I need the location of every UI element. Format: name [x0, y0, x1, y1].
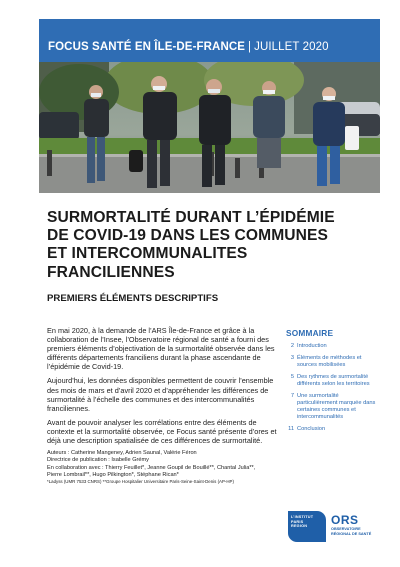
credits-footnote: *Ladyss (UMR 7533 CNRS) **Groupe Hospitalier Universitaire Paris-Seine-Saint-Denis (AP-HP) [47, 479, 234, 485]
institut-logo-line-2: PARIS [291, 519, 304, 524]
toc-item[interactable] [286, 374, 380, 388]
institut-paris-region-logo [288, 511, 326, 542]
credits-collaboration-2: Pierre Lombrail**, Hugo Pilkington*, Stéphane Rican* [47, 472, 179, 479]
main-title-line-2: DE COVID-19 DANS LES COMMUNES [47, 227, 329, 245]
main-title [47, 209, 377, 282]
credits-collaboration-1: En collaboration avec : Thierry Feuillet*, Jeanne Goupil de Bouillé**, Chantal Julia**, [47, 464, 256, 471]
intro-paragraph-1: En mai 2020, à la demande de l’ARS Île-de-France et grâce à la collaboration de l’Insee, l’Observatoire régional de santé a fourni des premiers éléments d’objectivation de la surmortalité observée dans les différents départements franciliens durant la phase ascendante de l’épidémie de Covid-19. [47, 326, 275, 372]
toc-item-page: 3 [290, 355, 294, 361]
table-of-contents [286, 328, 380, 438]
toc-item-page: 11 [288, 426, 294, 432]
series-name: FOCUS SANTÉ EN ÎLE-DE-FRANCE [48, 41, 246, 53]
toc-item-label: Des rythmes de surmortalité différents selon les territoires [297, 374, 370, 387]
ors-logo-line-1: OBSERVATOIRE [331, 527, 361, 531]
toc-item[interactable] [286, 343, 380, 350]
main-title-line-4: FRANCILIENNES [47, 263, 175, 281]
credits-director: Directrice de publication : Isabelle Grémy [47, 457, 149, 464]
toc-item-page: 5 [290, 374, 294, 380]
toc-item-label: Éléments de méthodes et sources mobilisées [297, 355, 362, 368]
intro-paragraph-3: Avant de pouvoir analyser les corrélations entre des éléments de contexte et la surmortalité observée, ce Focus santé présente d’ores et déjà une description spatialisée de ces différences de surmortalité. [47, 417, 277, 446]
header-band [39, 19, 380, 62]
header-separator: | [248, 41, 252, 53]
toc-item-label: Conclusion [297, 426, 326, 432]
credits [47, 450, 277, 485]
ors-logo-line-2: RÉGIONAL DE SANTÉ [331, 531, 372, 536]
toc-item-label: Une surmortalité particulièrement marquée dans certaines communes et intercommunalités [297, 393, 376, 420]
toc-item[interactable] [286, 426, 380, 433]
institut-logo-line-1: L’INSTITUT [291, 515, 314, 519]
credits-authors: Auteurs : Catherine Mangeney, Adrien Saunal, Valérie Féron [47, 450, 197, 457]
toc-item-label: Introduction [297, 343, 327, 349]
intro-paragraph-2: Aujourd’hui, les données disponibles permettent de couvrir l’ensemble des mois de mars et d’avril 2020 et d’appréhender les différences de surmortalité à l’échelle des communes et des intercommunalités franciliennes. [47, 376, 274, 413]
ors-logo [331, 514, 383, 536]
street-photo-pedestrians-masks [39, 62, 380, 193]
intro-column [47, 326, 277, 485]
publication-date: JUILLET 2020 [254, 41, 329, 53]
toc-item[interactable] [286, 355, 380, 369]
toc-item[interactable] [286, 393, 380, 421]
toc-item-page: 2 [290, 343, 294, 349]
publication-header [48, 41, 329, 53]
ors-logo-wordmark: ORS [331, 513, 359, 527]
toc-item-page: 7 [290, 393, 294, 399]
main-title-line-1: SURMORTALITÉ DURANT L’ÉPIDÉMIE [47, 209, 335, 226]
main-title-line-3: ET INTERCOMMUNALITES [47, 245, 248, 263]
cover-photo [39, 62, 380, 193]
subtitle: PREMIERS ÉLÉMENTS DESCRIPTIFS [47, 293, 219, 304]
toc-title: SOMMAIRE [286, 328, 334, 338]
institut-logo-line-3: REGION [291, 524, 308, 529]
